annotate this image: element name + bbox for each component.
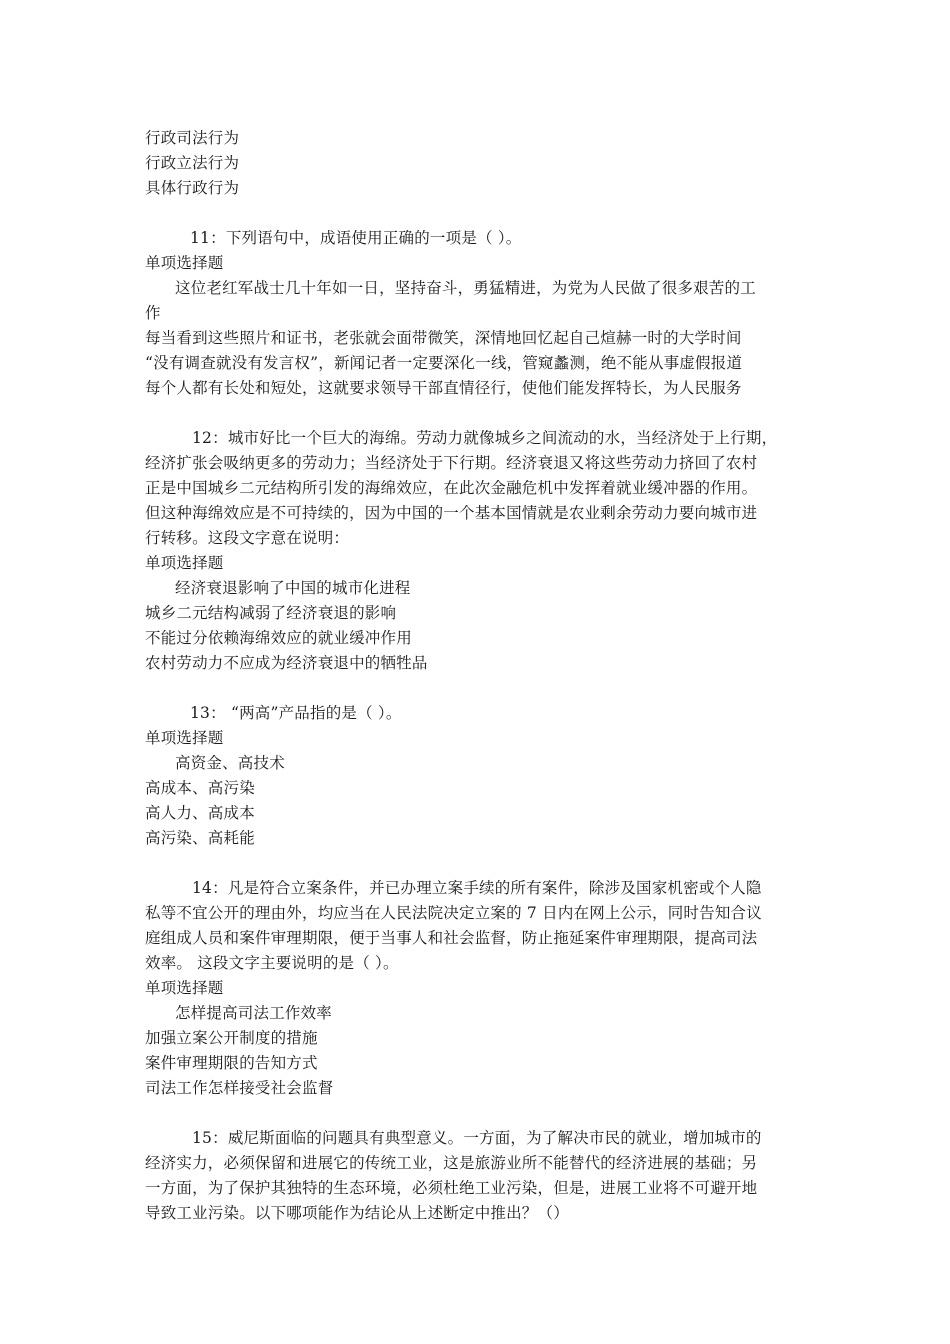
option-line: 不能过分依赖海绵效应的就业缓冲作用 (145, 629, 412, 647)
option-line: 案件审理期限的告知方式 (145, 1054, 318, 1072)
question-stem-14: 私等不宜公开的理由外，均应当在人民法院决定立案的 7 日内在网上公示，同时告知合议 (145, 904, 762, 922)
question-type-label: 单项选择题 (145, 554, 224, 572)
option-line: “没有调查就没有发言权”，新闻记者一定要深化一线，管窥蠡测，绝不能从事虚假报道 (145, 354, 743, 372)
option-line: 高污染、高耗能 (145, 829, 255, 847)
question-stem-15: 一方面，为了保护其独特的生态环境，必须杜绝工业污染，但是，进展工业将不可避开地 (145, 1179, 758, 1197)
option-line: 司法工作怎样接受社会监督 (145, 1079, 334, 1097)
option-line: 怎样提高司法工作效率 (175, 1004, 333, 1022)
option-line: 具体行政行为 (145, 179, 240, 197)
question-stem-14: 14：凡是符合立案条件，并已办理立案手续的所有案件，除涉及国家机密或个人隐 (192, 879, 762, 897)
question-stem-15: 15：威尼斯面临的问题具有典型意义。一方面，为了解决市民的就业，增加城市的 (192, 1129, 762, 1147)
option-line: 经济衰退影响了中国的城市化进程 (175, 579, 411, 597)
question-stem-15: 经济实力，必须保留和进展它的传统工业，这是旅游业所不能替代的经济进展的基础；另 (145, 1154, 758, 1172)
option-line: 加强立案公开制度的措施 (145, 1029, 318, 1047)
option-line: 农村劳动力不应成为经济衰退中的牺牲品 (145, 654, 428, 672)
option-line: 每个人都有长处和短处，这就要求领导干部直情径行，使他们能发挥特长，为人民服务 (145, 379, 742, 397)
question-type-label: 单项选择题 (145, 254, 224, 272)
option-line: 行政立法行为 (145, 154, 240, 172)
question-stem-12: 正是中国城乡二元结构所引发的海绵效应，在此次金融危机中发挥着就业缓冲器的作用。 (145, 479, 758, 497)
question-type-label: 单项选择题 (145, 979, 224, 997)
question-stem-14: 庭组成人员和案件审理期限，便于当事人和社会监督，防止拖延案件审理期限，提高司法 (145, 929, 758, 947)
option-line: 作 (145, 304, 161, 322)
question-type-label: 单项选择题 (145, 729, 224, 747)
question-stem-12: 但这种海绵效应是不可持续的，因为中国的一个基本国情就是农业剩余劳动力要向城市进 (145, 504, 758, 522)
question-stem-15: 导致工业污染。以下哪项能作为结论从上述断定中推出？（） (145, 1204, 569, 1222)
question-stem-12: 行转移。这段文字意在说明： (145, 529, 350, 547)
question-stem-14: 效率。 这段文字主要说明的是（ ）。 (145, 954, 399, 972)
option-line: 行政司法行为 (145, 129, 240, 147)
question-stem-13: 13： “两高”产品指的是（ ）。 (190, 704, 402, 722)
option-line: 每当看到这些照片和证书，老张就会面带微笑，深情地回忆起自己煊赫一时的大学时间 (145, 329, 742, 347)
option-line: 高人力、高成本 (145, 804, 255, 822)
option-line: 城乡二元结构减弱了经济衰退的影响 (145, 604, 397, 622)
option-line: 高资金、高技术 (175, 754, 285, 772)
question-stem-12: 12：城市好比一个巨大的海绵。劳动力就像城乡之间流动的水，当经济处于上行期， (192, 429, 778, 447)
option-line: 高成本、高污染 (145, 779, 255, 797)
option-line: 这位老红军战士几十年如一日，坚持奋斗，勇猛精进，为党为人民做了很多艰苦的工 (175, 279, 756, 297)
question-stem-12: 经济扩张会吸纳更多的劳动力；当经济处于下行期。经济衰退又将这些劳动力挤回了农村 (145, 454, 758, 472)
question-stem-11: 11：下列语句中，成语使用正确的一项是（ ）。 (190, 229, 522, 247)
